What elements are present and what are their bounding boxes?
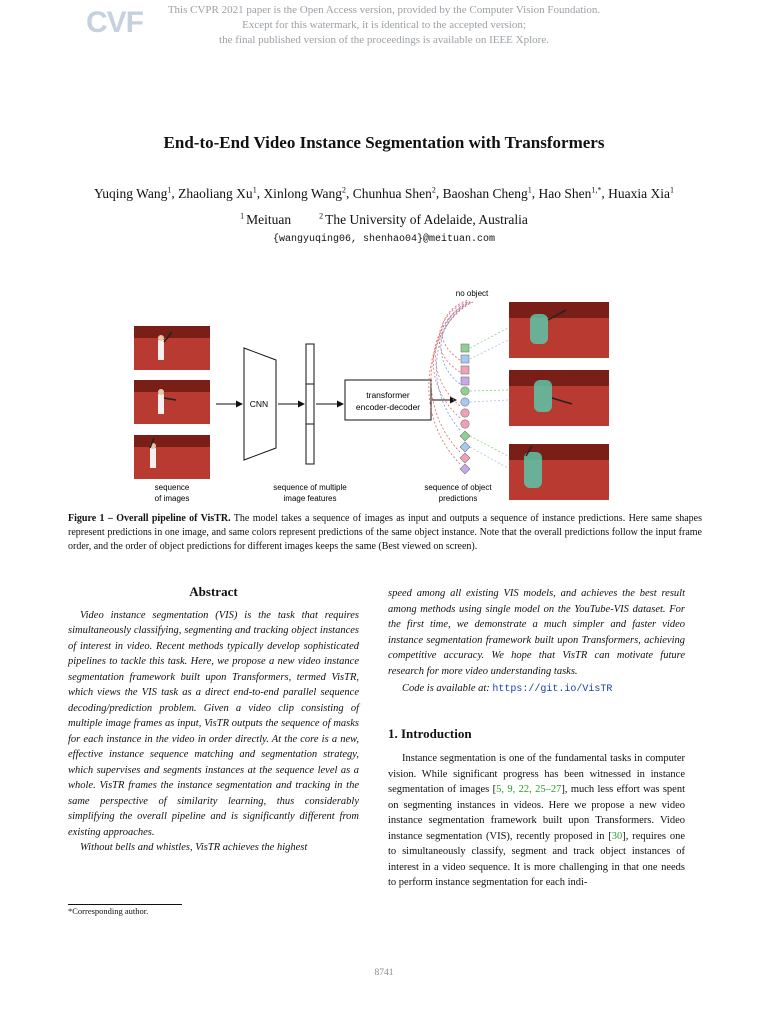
watermark-line-3: the final published version of the proceedings is available on IEEE Xplore. — [219, 34, 549, 46]
transformer-block — [345, 380, 431, 420]
citation-link[interactable]: 5, 9, 22, 25–27 — [496, 784, 562, 795]
author-affiliation-mark: 1 — [252, 185, 257, 194]
right-column — [388, 586, 685, 891]
author-name: Xinlong Wang$^2$ — [263, 185, 346, 201]
transformer-label-2: encoder-decoder — [355, 402, 421, 412]
caption-text: The model takes a sequence of images as input and outputs a sequence of instance predictions. Here same shapes represent predictions in one image, and same colors represent predictions of the same object instance. Note that the overall predictions follow the input frame order, and the order of object predictions for different images keeps the same (Best viewed on screen). — [68, 513, 702, 552]
watermark-line-2: Except for this watermark, it is identical to the accepted version; — [242, 19, 526, 31]
watermark-line-1: This CVPR 2021 paper is the Open Access version, provided by the Computer Vision Foundation. — [167, 4, 601, 16]
paper-title: End-to-End Video Instance Segmentation with Transformers — [163, 133, 605, 152]
code-availability — [388, 681, 685, 698]
author-affiliation-mark: 1,* — [591, 185, 602, 194]
author-affiliation-mark: 1 — [527, 185, 532, 194]
intro-text-1: Instance segmentation is one of the fundamental tasks in computer vision. While significant progress has been witnessed in instance segmentation of images [ — [388, 753, 685, 795]
citation-link[interactable]: 30 — [611, 830, 623, 842]
prediction-squares — [461, 344, 469, 385]
footnote-rule — [68, 904, 182, 905]
transformer-label-1: transformer — [366, 390, 410, 400]
author-name: Yuqing Wang$^1$ — [94, 185, 172, 201]
author-list: Yuqing Wang$^1$, Zhaoliang Xu$^1$, Xinlong Wang$^2$, Chunhua Shen$^2$, Baoshan Cheng$^1$, Hao Shen$^{1,*}$, Huaxia Xia$^1$ — [94, 185, 674, 201]
affiliation: $^2$ The University of Adelaide, Australia — [319, 211, 528, 227]
intro-text-2: ], much less effort was spent on segmenting instances in videos. Here we propose a new video instance segmentation framework built upon Transformers. Video instance segmentation (VIS), recently proposed in [ — [388, 784, 685, 842]
input-frame-3 — [134, 435, 210, 479]
author-affiliation-mark: 1 — [167, 185, 172, 194]
figure-caption — [68, 512, 702, 554]
affiliations — [0, 211, 768, 228]
affiliation: $^1$ Meituan — [240, 211, 292, 227]
code-prefix: Code is available at: — [402, 683, 490, 694]
prediction-diamonds — [460, 431, 470, 474]
introduction-paragraph — [388, 751, 685, 891]
author-name: Hao Shen$^{1,*}$ — [538, 185, 602, 201]
left-column — [68, 584, 359, 856]
author-affiliation-mark: 2 — [431, 185, 436, 194]
cvf-logo: CVF — [86, 6, 143, 39]
features-label-1: sequence of multiple — [273, 483, 347, 492]
author-name: Huaxia Xia$^1$ — [608, 185, 674, 201]
abstract-paragraph-1: Video instance segmentation (VIS) is the task that requires simultaneously classifying, segmenting and tracking object instances of interest in video. Recent methods typically develop sophisticated pipelines to tackle this task. Here, we propose a new video instance segmentation framework built upon Transformers, termed VisTR, which views the VIS task as a direct end-to-end parallel sequence decoding/prediction problem. Given a video clip consisting of multiple image frames as input, VisTR outputs the sequence of masks for each instance in the video in order directly. At the core is a new, effective instance sequence matching and segmentation strategy, which supervises and segments instances at the sequence level as a whole. VisTR frames the instance segmentation and tracking in the same perspective of similarity learning, thus considerably simplifying the overall pipeline and is significantly different from existing approaches. — [68, 609, 359, 838]
cnn-label: CNN — [249, 399, 269, 409]
abstract-paragraph-2-start: Without bells and whistles, VisTR achieves the highest — [80, 842, 308, 853]
author-name: Baoshan Cheng$^1$ — [442, 185, 532, 201]
page-number: 8741 — [374, 968, 394, 978]
input-frame-1 — [134, 326, 210, 370]
author-affiliation-mark: 1 — [669, 185, 674, 194]
no-object-label: no object — [455, 289, 489, 298]
figure-1-pipeline — [0, 280, 768, 510]
author-affiliation-mark: 2 — [341, 185, 346, 194]
prediction-circles — [461, 387, 469, 428]
abstract-heading: Abstract — [189, 584, 238, 599]
caption-label: Figure 1 – Overall pipeline of VisTR. — [68, 513, 231, 524]
input-frame-2 — [134, 380, 210, 424]
author-name: Zhaoliang Xu$^1$ — [178, 185, 257, 201]
author-email: {wangyuqing06, shenhao04}@meituan.com — [272, 234, 496, 245]
features-label-2: image features — [283, 494, 337, 503]
feature-sequence — [306, 344, 314, 464]
introduction-heading: 1. Introduction — [388, 725, 472, 741]
code-link[interactable]: https://git.io/VisTR — [492, 684, 613, 695]
output-frame-3 — [509, 444, 609, 500]
preds-label-1: sequence of object — [424, 483, 492, 492]
footnote: *Corresponding author. — [68, 906, 149, 916]
intro-text-3: ], requires one to simultaneously classify, segment and track object instances of interest in a video sequence. It is more challenging in that one needs to perform instance segmentation for each indi- — [388, 830, 685, 888]
images-label-2: of images — [154, 494, 190, 503]
images-label-1: sequence — [154, 483, 190, 492]
author-name: Chunhua Shen$^2$ — [352, 185, 436, 201]
output-frame-2 — [509, 370, 609, 426]
abstract-paragraph-2-continued: speed among all existing VIS models, and achieves the best result among methods using single model on the YouTube-VIS dataset. For the first time, we demonstrate a much simpler and faster video instance segmentation framework built upon Transformers, achieving competitive accuracy. We hope that VisTR can motivate future research for more video understanding tasks. — [388, 588, 685, 677]
preds-label-2: predictions — [438, 494, 478, 503]
output-frame-1 — [509, 302, 609, 358]
